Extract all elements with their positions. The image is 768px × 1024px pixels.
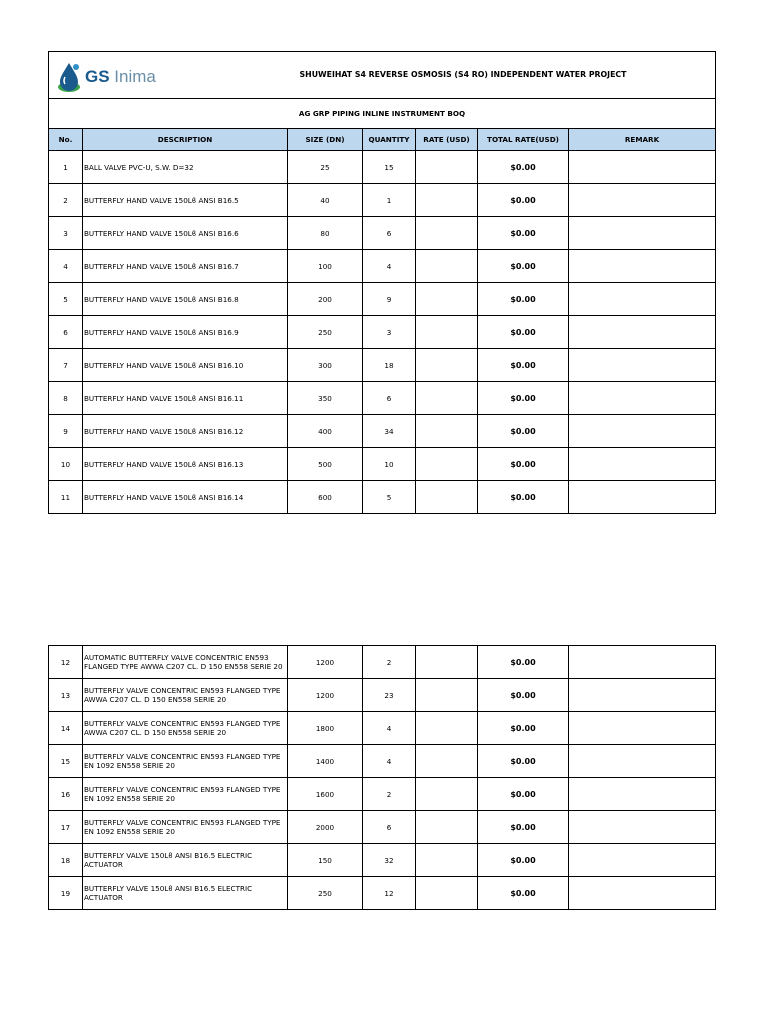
cell-description: BUTTERFLY HAND VALVE 150Lϐ ANSI B16.12 (83, 415, 288, 448)
table-row (49, 679, 716, 712)
cell-rate (416, 877, 478, 910)
cell-quantity: 2 (363, 778, 416, 811)
cell-size: 25 (288, 151, 363, 184)
cell-rate (416, 151, 478, 184)
cell-remark (569, 382, 716, 415)
cell-size: 250 (288, 316, 363, 349)
boq-table-main (48, 51, 716, 514)
cell-rate (416, 778, 478, 811)
cell-no: 2 (49, 184, 83, 217)
cell-description: BUTTERFLY HAND VALVE 150Lϐ ANSI B16.7 (83, 250, 288, 283)
cell-size: 1200 (288, 679, 363, 712)
cell-rate (416, 712, 478, 745)
cell-no: 5 (49, 283, 83, 316)
cell-no: 3 (49, 217, 83, 250)
boq-subtitle: AG GRP PIPING INLINE INSTRUMENT BOQ (49, 99, 716, 129)
cell-total: $0.00 (478, 646, 569, 679)
cell-rate (416, 481, 478, 514)
cell-description: BUTTERFLY HAND VALVE 150Lϐ ANSI B16.11 (83, 382, 288, 415)
cell-quantity: 6 (363, 217, 416, 250)
header-quantity: QUANTITY (363, 129, 416, 151)
cell-quantity: 6 (363, 811, 416, 844)
cell-remark (569, 679, 716, 712)
cell-rate (416, 382, 478, 415)
cell-total: $0.00 (478, 844, 569, 877)
cell-remark (569, 151, 716, 184)
cell-description: BUTTERFLY VALVE CONCENTRIC EN593 FLANGED TYPE EN 1092 EN558 SERIE 20 (83, 811, 288, 844)
table-row (49, 745, 716, 778)
title-cell (49, 52, 716, 99)
cell-quantity: 6 (363, 382, 416, 415)
cell-description: BUTTERFLY VALVE CONCENTRIC EN593 FLANGED TYPE EN 1092 EN558 SERIE 20 (83, 745, 288, 778)
table-row (49, 844, 716, 877)
cell-no: 6 (49, 316, 83, 349)
cell-total: $0.00 (478, 745, 569, 778)
cell-rate (416, 349, 478, 382)
cell-size: 150 (288, 844, 363, 877)
table-row (49, 151, 716, 184)
table-row (49, 250, 716, 283)
cell-description: BUTTERFLY HAND VALVE 150Lϐ ANSI B16.5 (83, 184, 288, 217)
cell-rate (416, 415, 478, 448)
cell-size: 600 (288, 481, 363, 514)
cell-no: 11 (49, 481, 83, 514)
cell-quantity: 23 (363, 679, 416, 712)
cell-remark (569, 778, 716, 811)
cell-remark (569, 481, 716, 514)
cell-rate (416, 283, 478, 316)
cell-quantity: 18 (363, 349, 416, 382)
table-row (49, 481, 716, 514)
table-row (49, 778, 716, 811)
cell-quantity: 2 (363, 646, 416, 679)
cell-description: BUTTERFLY VALVE CONCENTRIC EN593 FLANGED TYPE AWWA C207 CL. D 150 EN558 SERIE 20 (83, 712, 288, 745)
cell-rate (416, 316, 478, 349)
cell-no: 15 (49, 745, 83, 778)
logo-text (85, 67, 156, 87)
cell-total: $0.00 (478, 778, 569, 811)
cell-no: 14 (49, 712, 83, 745)
company-logo (57, 59, 157, 95)
table-row (49, 184, 716, 217)
cell-rate (416, 217, 478, 250)
cell-quantity: 34 (363, 415, 416, 448)
cell-description: BUTTERFLY VALVE CONCENTRIC EN593 FLANGED TYPE EN 1092 EN558 SERIE 20 (83, 778, 288, 811)
cell-description: BUTTERFLY VALVE 150Lϐ ANSI B16.5 ELECTRIC ACTUATOR (83, 877, 288, 910)
project-title: SHUWEIHAT S4 REVERSE OSMOSIS (S4 RO) INDEPENDENT WATER PROJECT (299, 70, 627, 79)
cell-remark (569, 646, 716, 679)
cell-no: 4 (49, 250, 83, 283)
cell-remark (569, 217, 716, 250)
cell-no: 13 (49, 679, 83, 712)
cell-total: $0.00 (478, 349, 569, 382)
cell-total: $0.00 (478, 481, 569, 514)
cell-description: BUTTERFLY HAND VALVE 150Lϐ ANSI B16.13 (83, 448, 288, 481)
table-row (49, 448, 716, 481)
cell-no: 9 (49, 415, 83, 448)
cell-no: 1 (49, 151, 83, 184)
cell-remark (569, 448, 716, 481)
cell-quantity: 4 (363, 712, 416, 745)
cell-size: 400 (288, 415, 363, 448)
header-no: No. (49, 129, 83, 151)
cell-total: $0.00 (478, 151, 569, 184)
cell-total: $0.00 (478, 877, 569, 910)
cell-remark (569, 811, 716, 844)
cell-remark (569, 349, 716, 382)
table-row (49, 415, 716, 448)
cell-size: 1400 (288, 745, 363, 778)
cell-description: BUTTERFLY HAND VALVE 150Lϐ ANSI B16.9 (83, 316, 288, 349)
water-drop-icon (57, 59, 83, 95)
cell-no: 18 (49, 844, 83, 877)
header-remark: REMARK (569, 129, 716, 151)
cell-quantity: 4 (363, 250, 416, 283)
cell-size: 80 (288, 217, 363, 250)
cell-description: BALL VALVE PVC-U, S.W. D=32 (83, 151, 288, 184)
cell-size: 300 (288, 349, 363, 382)
cell-total: $0.00 (478, 811, 569, 844)
cell-quantity: 32 (363, 844, 416, 877)
cell-remark (569, 250, 716, 283)
cell-size: 40 (288, 184, 363, 217)
table-row (49, 217, 716, 250)
boq-table-continued (48, 645, 716, 910)
cell-no: 19 (49, 877, 83, 910)
cell-size: 200 (288, 283, 363, 316)
cell-total: $0.00 (478, 217, 569, 250)
cell-rate (416, 646, 478, 679)
cell-quantity: 15 (363, 151, 416, 184)
cell-total: $0.00 (478, 250, 569, 283)
cell-quantity: 5 (363, 481, 416, 514)
cell-description: BUTTERFLY HAND VALVE 150Lϐ ANSI B16.8 (83, 283, 288, 316)
table-row (49, 811, 716, 844)
logo-brand-light: Inima (114, 67, 156, 86)
cell-rate (416, 679, 478, 712)
header-size: SIZE (DN) (288, 129, 363, 151)
cell-description: AUTOMATIC BUTTERFLY VALVE CONCENTRIC EN593 FLANGED TYPE AWWA C207 CL. D 150 EN558 SERIE 20 (83, 646, 288, 679)
cell-description: BUTTERFLY VALVE 150Lϐ ANSI B16.5 ELECTRIC ACTUATOR (83, 844, 288, 877)
cell-quantity: 9 (363, 283, 416, 316)
cell-size: 2000 (288, 811, 363, 844)
cell-total: $0.00 (478, 679, 569, 712)
table-row (49, 712, 716, 745)
cell-no: 17 (49, 811, 83, 844)
cell-size: 1200 (288, 646, 363, 679)
cell-description: BUTTERFLY HAND VALVE 150Lϐ ANSI B16.10 (83, 349, 288, 382)
cell-remark (569, 184, 716, 217)
logo-brand-bold: GS (85, 67, 110, 86)
cell-size: 1600 (288, 778, 363, 811)
table-row (49, 877, 716, 910)
cell-remark (569, 415, 716, 448)
cell-no: 7 (49, 349, 83, 382)
cell-description: BUTTERFLY VALVE CONCENTRIC EN593 FLANGED TYPE AWWA C207 CL. D 150 EN558 SERIE 20 (83, 679, 288, 712)
cell-remark (569, 877, 716, 910)
cell-total: $0.00 (478, 316, 569, 349)
cell-rate (416, 745, 478, 778)
cell-quantity: 4 (363, 745, 416, 778)
cell-no: 16 (49, 778, 83, 811)
header-description: DESCRIPTION (83, 129, 288, 151)
table-row (49, 349, 716, 382)
cell-rate (416, 250, 478, 283)
cell-remark (569, 745, 716, 778)
cell-total: $0.00 (478, 712, 569, 745)
cell-size: 250 (288, 877, 363, 910)
cell-size: 500 (288, 448, 363, 481)
cell-no: 10 (49, 448, 83, 481)
cell-remark (569, 283, 716, 316)
table-row (49, 646, 716, 679)
cell-description: BUTTERFLY HAND VALVE 150Lϐ ANSI B16.14 (83, 481, 288, 514)
cell-remark (569, 712, 716, 745)
table-row (49, 382, 716, 415)
table-row (49, 316, 716, 349)
header-total: TOTAL RATE(USD) (478, 129, 569, 151)
boq-table-main-body (49, 151, 716, 514)
cell-total: $0.00 (478, 184, 569, 217)
boq-table-continued-body (49, 646, 716, 910)
cell-size: 1800 (288, 712, 363, 745)
cell-size: 350 (288, 382, 363, 415)
header-rate: RATE (USD) (416, 129, 478, 151)
cell-total: $0.00 (478, 382, 569, 415)
cell-quantity: 3 (363, 316, 416, 349)
cell-quantity: 12 (363, 877, 416, 910)
cell-rate (416, 184, 478, 217)
cell-no: 12 (49, 646, 83, 679)
cell-rate (416, 811, 478, 844)
cell-total: $0.00 (478, 283, 569, 316)
cell-rate (416, 844, 478, 877)
table-row (49, 283, 716, 316)
cell-total: $0.00 (478, 415, 569, 448)
cell-remark (569, 844, 716, 877)
cell-no: 8 (49, 382, 83, 415)
cell-description: BUTTERFLY HAND VALVE 150Lϐ ANSI B16.6 (83, 217, 288, 250)
cell-size: 100 (288, 250, 363, 283)
cell-total: $0.00 (478, 448, 569, 481)
cell-remark (569, 316, 716, 349)
cell-quantity: 1 (363, 184, 416, 217)
cell-quantity: 10 (363, 448, 416, 481)
cell-rate (416, 448, 478, 481)
